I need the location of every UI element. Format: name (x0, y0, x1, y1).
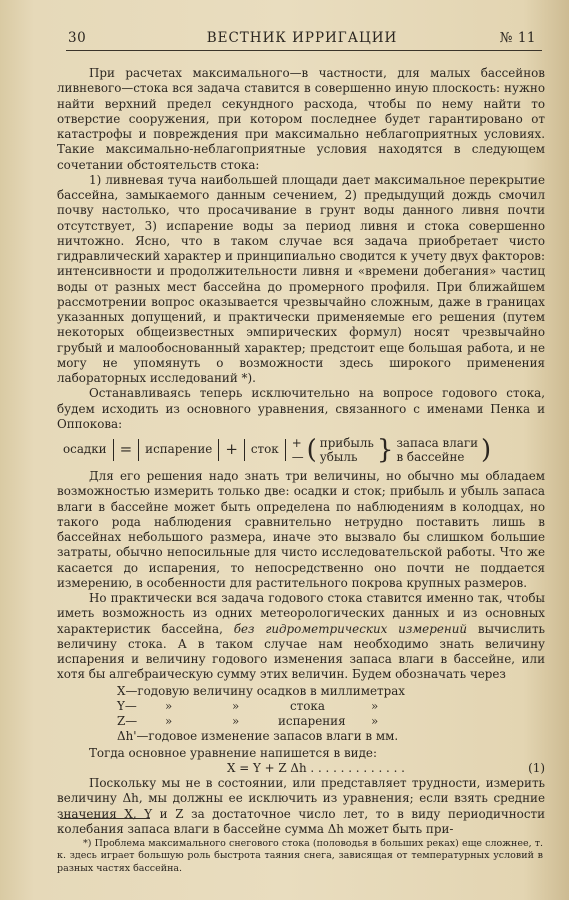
eq-plus: + (225, 440, 238, 459)
eq-evaporation: испарение (145, 442, 213, 457)
symbol-glossary (57, 684, 545, 745)
right-brace: } (376, 435, 394, 465)
eq-plus-minus: + — (291, 436, 304, 464)
issue-number: № 11 (499, 30, 536, 46)
balance-equation (57, 433, 545, 467)
running-head (68, 30, 536, 50)
footnote: *) Проблема максимального снегового стока (половодья в больших реках) еще сложнее, т. к. здесь играет большую роль быстрота таяния снега, зависящая от температурных условий в разных частях бассейна. (57, 837, 543, 874)
header-rule (66, 50, 542, 51)
close-paren: ) (481, 435, 492, 465)
paragraph: Тогда основное уравнение напишется в виде: (89, 745, 377, 760)
journal-title: ВЕСТНИК ИРРИГАЦИИ (206, 30, 398, 46)
paragraph: Поскольку мы не в состоянии, или представляет трудности, измерить величину Δh, мы должны ее исключить из уравнения; если взять средние значения X, Y и Z за достаточное число лет, то в виду периодичности колебания запаса влаги в бассейне сумма Δh может быть при- (57, 776, 545, 836)
paragraph: Для его решения надо знать три величины, но обычно мы обладаем возможностью измерить только две: осадки и сток; прибыль и убыль запаса влаги в бассейне может быть определена по наблюдениям в колодцах, но такого рода наблюдения сравнительно нетрудно поставить лишь в бассейнах небольшого размера, иначе это вызвало бы слишком большие затраты, обычно непосильные для чисто исследовательской работы. Что же касается до испарения, то непосредственно оно почти не поддается измерению, в особенности для растительного покрова крупных размеров. (57, 469, 545, 590)
glossary-z: Z— » » испарения » (117, 714, 379, 728)
paragraph: При расчетах максимального—в частности, для малых бассейнов ливневого—стока вся задача ставится в совершенно иную плоскость: нужно найти верхний предел секундного расхода, чтобы по нему найти то отверстие сооружения, при котором последнее будет гарантировано от катастрофы и повреждения при максимально неблагоприятных условиях. Такие максимально-неблагоприятные условия находятся в следующем сочетании обстоятельств стока: (57, 66, 545, 172)
eq-gain-loss: прибыль убыль (319, 436, 374, 464)
italic-phrase: без гидрометрических измерений (233, 621, 468, 636)
formula-number: (1) (528, 760, 545, 775)
article-body (57, 66, 545, 837)
page-number: 30 (68, 30, 87, 46)
glossary-y: Y— » » стока » (117, 698, 379, 713)
eq-equals: = (119, 440, 133, 459)
glossary-x: X—годовую величину осадков в миллиметрах (117, 683, 405, 698)
open-paren: ( (306, 435, 317, 465)
footnote-rule (60, 818, 150, 819)
paragraph: 1) ливневая туча наибольшей площади дает максимальное перекрытие бассейна, замыкаемого данным сечением, 2) предыдущий дождь смочил почву настолько, что просачивание в грунт воды данного ливня почти отсутствует, 3) испарение воды за период ливня и стока совершенно ничтожно. Ясно, что в таком случае вся задача приобретает чисто гидравлический характер и принципиально сводится к учету двух факторов: интенсивности и продолжительности ливня и «времени добегания» частиц воды от разных мест бассейна до промерного профиля. При ближайшем рассмотрении вопрос оказывается чрезвычайно сложным, даже в границах указанных допущений, и практически применяемые его решения (путем некоторых общеизвестных эмпирических формул) носят чрезвычайно грубый и малообоснованный характер; предстоит еще большая работа, и не могу не упомянуть о возможности здесь широкого применения лабораторных исследований *). (57, 172, 545, 385)
eq-runoff: сток (250, 442, 279, 457)
formula-text: X = Y + Z Δh . . . . . . . . . . . . . (227, 760, 405, 775)
eq-precipitation: осадки (63, 442, 107, 457)
formula-1 (57, 761, 545, 776)
eq-storage: запаса влаги в бассейне (396, 436, 479, 464)
paragraph: Останавливаясь теперь исключительно на вопросе годового стока, будем исходить из основного уравнения, связанного с именами Пенка и Оппокова: (57, 386, 545, 431)
glossary-dh: Δh'—годовое изменение запасов влаги в мм. (117, 729, 399, 744)
paragraph: Но практически вся задача годового стока ставится именно так, чтобы иметь возможность из одних метеорологических данных и из основных характеристик бассейна, без гидрометрических измерений вычислить величину стока. А в таком случае нам необходимо знать величину испарения и величину годового изменения запаса влаги в бассейне, или хотя бы алгебраическую сумму этих величин. Будем обозначать через (57, 591, 546, 682)
